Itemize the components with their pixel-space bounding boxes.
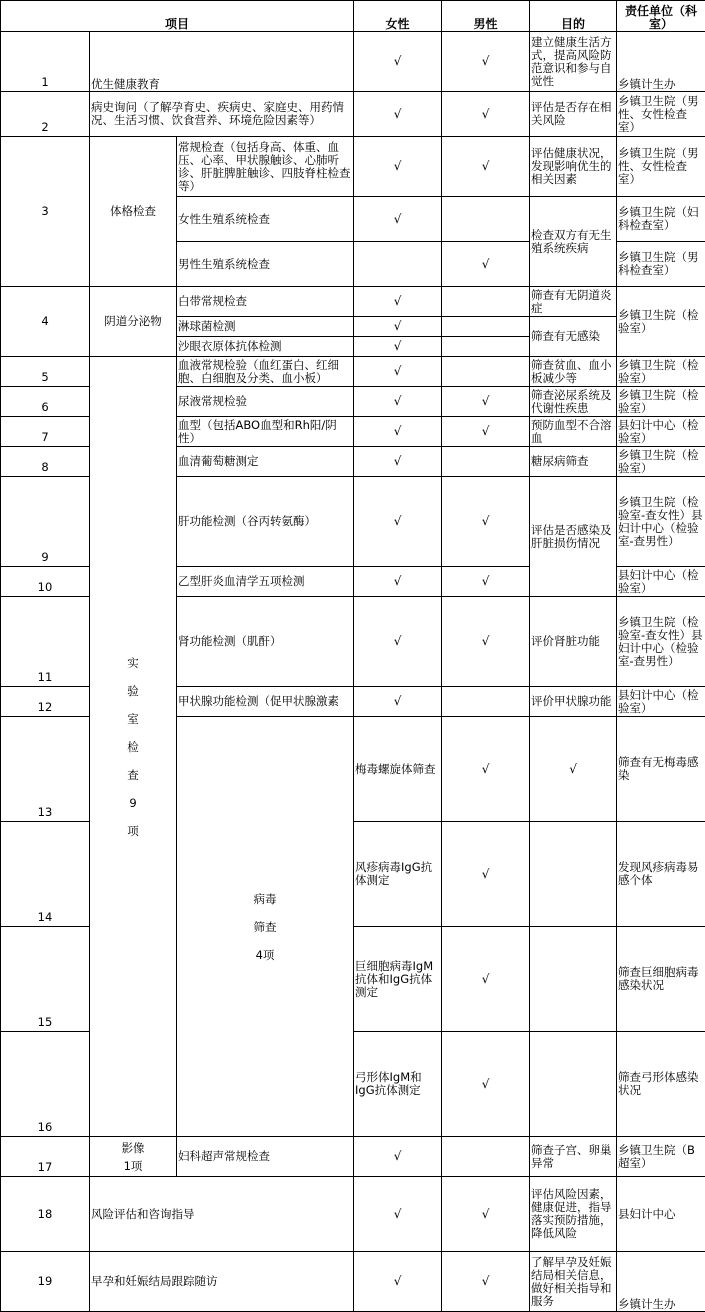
row-number: 18 xyxy=(1,1177,90,1252)
male-check: √ xyxy=(442,1177,530,1252)
table-row xyxy=(1,92,705,137)
male-check xyxy=(530,927,617,1032)
row-number: 8 xyxy=(1,447,90,477)
row-number: 10 xyxy=(1,567,90,597)
header-female: 女性 xyxy=(354,1,442,32)
male-check: √ xyxy=(442,567,530,597)
category-lab xyxy=(90,357,177,1137)
table-row xyxy=(1,1252,705,1312)
male-check xyxy=(442,197,530,242)
male-check: √ xyxy=(442,417,530,447)
female-check: √ xyxy=(354,447,442,477)
female-check: √ xyxy=(442,927,530,1032)
category-lab-char: 查 xyxy=(127,768,139,782)
item-name: 风险评估和咨询指导 xyxy=(90,1177,354,1252)
purpose: 评估是否存在相关风险 xyxy=(530,92,617,137)
row-number: 4 xyxy=(1,287,90,357)
header-purpose: 目的 xyxy=(530,1,617,32)
female-check: √ xyxy=(354,32,442,92)
male-check xyxy=(442,357,530,387)
category-virus-line: 4项 xyxy=(256,948,275,962)
category-imaging-line: 影像 xyxy=(122,1141,145,1155)
purpose: 筛查有无梅毒感染 xyxy=(617,717,705,822)
item-name: 梅毒螺旋体筛查 xyxy=(354,717,442,822)
purpose: 检查双方有无生殖系统疾病 xyxy=(530,197,617,287)
row-number: 5 xyxy=(1,357,90,387)
responsible-unit: 县妇计中心（检验室） xyxy=(617,417,705,447)
category-virus-line: 病毒 xyxy=(254,892,277,906)
responsible-unit: 乡镇卫生院（检验室） xyxy=(617,357,705,387)
header-item: 项目 xyxy=(1,1,354,32)
row-number: 3 xyxy=(1,137,90,287)
row-number: 1 xyxy=(1,32,90,92)
purpose: 筛查有无阴道炎症 xyxy=(530,287,617,317)
header-row xyxy=(1,1,705,32)
female-check: √ xyxy=(442,717,530,822)
male-check: √ xyxy=(442,387,530,417)
purpose: 筛查巨细胞病毒感染状况 xyxy=(617,927,705,1032)
responsible-unit: 县妇计中心 xyxy=(617,1177,705,1252)
row-number: 12 xyxy=(1,687,90,717)
male-check xyxy=(442,1137,530,1177)
table-row xyxy=(1,1177,705,1252)
row-number: 14 xyxy=(1,822,90,927)
male-check: √ xyxy=(442,242,530,287)
item-name: 男性生殖系统检查 xyxy=(177,242,354,287)
category-lab-char: 验 xyxy=(127,684,139,698)
responsible-unit: 乡镇卫生院（检验室-查女性）县妇计中心（检验室-查男性） xyxy=(617,477,705,567)
male-check: √ xyxy=(442,137,530,197)
table-row xyxy=(1,137,705,197)
female-check xyxy=(354,242,442,287)
female-check: √ xyxy=(354,477,442,567)
purpose: 糖尿病筛查 xyxy=(530,447,617,477)
purpose: 发现风疹病毒易感个体 xyxy=(617,822,705,927)
female-check: √ xyxy=(354,1137,442,1177)
responsible-unit: 县妇计中心（检验室） xyxy=(617,567,705,597)
row-number: 11 xyxy=(1,597,90,687)
female-check: √ xyxy=(442,822,530,927)
female-check: √ xyxy=(354,287,442,317)
item-name: 风疹病毒IgG抗体测定 xyxy=(354,822,442,927)
item-name: 淋球菌检测 xyxy=(177,317,354,337)
female-check: √ xyxy=(354,687,442,717)
male-check: √ xyxy=(442,1252,530,1312)
item-name: 血型（包括ABO血型和Rh阳/阴性） xyxy=(177,417,354,447)
item-name: 血清葡萄糖测定 xyxy=(177,447,354,477)
male-check xyxy=(442,317,530,337)
purpose: 筛查泌尿系统及代谢性疾患 xyxy=(530,387,617,417)
female-check: √ xyxy=(354,597,442,687)
purpose: 筛查弓形体感染状况 xyxy=(617,1032,705,1137)
header-unit: 责任单位（科室） xyxy=(617,1,705,32)
row-number: 6 xyxy=(1,387,90,417)
category-lab-char: 检 xyxy=(127,740,139,754)
purpose: 评估是否感染及肝脏损伤情况 xyxy=(530,477,617,597)
purpose: 评估健康状况，发现影响优生的相关因素 xyxy=(530,137,617,197)
male-check xyxy=(442,687,530,717)
male-check: √ xyxy=(442,597,530,687)
item-name: 巨细胞病毒IgM抗体和IgG抗体测定 xyxy=(354,927,442,1032)
male-check: √ xyxy=(442,92,530,137)
table-row xyxy=(1,1137,705,1177)
purpose: 筛查子宫、卵巢异常 xyxy=(530,1137,617,1177)
purpose: 筛查贫血、血小板减少等 xyxy=(530,357,617,387)
male-check: √ xyxy=(530,717,617,822)
female-check: √ xyxy=(354,387,442,417)
table-row xyxy=(1,357,705,387)
male-check xyxy=(530,1032,617,1137)
female-check: √ xyxy=(354,1177,442,1252)
item-name: 早孕和妊娠结局跟踪随访 xyxy=(90,1252,354,1312)
male-check xyxy=(530,822,617,927)
responsible-unit: 乡镇卫生院（检验室-查女性）县妇计中心（检验室-查男性） xyxy=(617,597,705,687)
male-check: √ xyxy=(442,32,530,92)
item-name: 甲状腺功能检测（促甲状腺激素 xyxy=(177,687,354,717)
row-number: 9 xyxy=(1,477,90,567)
category-virus-line: 筛查 xyxy=(254,920,277,934)
female-check: √ xyxy=(354,567,442,597)
row-number: 16 xyxy=(1,1032,90,1137)
purpose: 建立健康生活方式，提高风险防范意识和参与自觉性 xyxy=(530,32,617,92)
responsible-unit: 乡镇卫生院（检验室） xyxy=(617,387,705,417)
female-check: √ xyxy=(354,92,442,137)
item-name: 乙型肝炎血清学五项检测 xyxy=(177,567,354,597)
purpose: 评价甲状腺功能 xyxy=(530,687,617,717)
item-name: 白带常规检查 xyxy=(177,287,354,317)
item-name: 血液常规检验（血红蛋白、红细胞、白细胞及分类、血小板） xyxy=(177,357,354,387)
female-check: √ xyxy=(442,1032,530,1137)
item-name: 常规检查（包括身高、体重、血压、心率、甲状腺触诊、心肺听诊、肝脏脾脏触诊、四肢脊柱检查等） xyxy=(177,137,354,197)
purpose: 了解早孕及妊娠结局相关信息，做好相关指导和服务 xyxy=(530,1252,617,1312)
row-number: 2 xyxy=(1,92,90,137)
item-name: 沙眼衣原体抗体检测 xyxy=(177,337,354,357)
row-number: 7 xyxy=(1,417,90,447)
row-number: 13 xyxy=(1,717,90,822)
category-lab-char: 实 xyxy=(127,656,139,670)
table-row xyxy=(1,287,705,317)
responsible-unit: 乡镇卫生院（妇科检查室） xyxy=(617,197,705,242)
responsible-unit: 乡镇计生办 xyxy=(617,1252,705,1312)
item-name: 妇科超声常规检查 xyxy=(177,1137,354,1177)
category-lab-char: 室 xyxy=(127,712,139,726)
responsible-unit: 乡镇计生办 xyxy=(617,32,705,92)
male-check: √ xyxy=(442,477,530,567)
row-number: 15 xyxy=(1,927,90,1032)
category-lab-char: 9 xyxy=(129,796,136,810)
female-check: √ xyxy=(354,417,442,447)
female-check: √ xyxy=(354,317,442,337)
responsible-unit: 乡镇卫生院（检验室） xyxy=(617,447,705,477)
category-imaging-line: 1项 xyxy=(124,1159,143,1173)
purpose: 评价肾脏功能 xyxy=(530,597,617,687)
category-physical: 体格检查 xyxy=(90,137,177,287)
item-name: 尿液常规检验 xyxy=(177,387,354,417)
item-name: 肾功能检测（肌酐） xyxy=(177,597,354,687)
female-check: √ xyxy=(354,1252,442,1312)
purpose: 评估风险因素，健康促进，指导落实预防措施，降低风险 xyxy=(530,1177,617,1252)
category-imaging xyxy=(90,1137,177,1177)
purpose: 预防血型不合溶血 xyxy=(530,417,617,447)
female-check: √ xyxy=(354,337,442,357)
row-number: 19 xyxy=(1,1252,90,1312)
row-number: 17 xyxy=(1,1137,90,1177)
responsible-unit: 乡镇卫生院（检验室） xyxy=(617,287,705,357)
female-check: √ xyxy=(354,137,442,197)
responsible-unit: 乡镇卫生院（男性、女性检查室） xyxy=(617,92,705,137)
item-name: 弓形体IgM和IgG抗体测定 xyxy=(354,1032,442,1137)
category-lab-char: 项 xyxy=(127,824,139,838)
responsible-unit: 乡镇卫生院（男科检查室） xyxy=(617,242,705,287)
female-check: √ xyxy=(354,197,442,242)
male-check xyxy=(442,287,530,317)
purpose: 筛查有无感染 xyxy=(530,317,617,357)
female-check: √ xyxy=(354,357,442,387)
header-male: 男性 xyxy=(442,1,530,32)
responsible-unit: 县妇计中心（检验室） xyxy=(617,687,705,717)
item-name: 优生健康教育 xyxy=(90,32,354,92)
item-name: 女性生殖系统检查 xyxy=(177,197,354,242)
table-row xyxy=(1,32,705,92)
responsible-unit: 乡镇卫生院（B超室） xyxy=(617,1137,705,1177)
item-name: 肝功能检测（谷丙转氨酶） xyxy=(177,477,354,567)
category-vaginal: 阴道分泌物 xyxy=(90,287,177,357)
category-virus xyxy=(177,717,354,1137)
responsible-unit: 乡镇卫生院（男性、女性检查室） xyxy=(617,137,705,197)
male-check xyxy=(442,337,530,357)
male-check xyxy=(442,447,530,477)
item-name: 病史询问（了解孕育史、疾病史、家庭史、用药情况、生活习惯、饮食营养、环境危险因素等） xyxy=(90,92,354,137)
